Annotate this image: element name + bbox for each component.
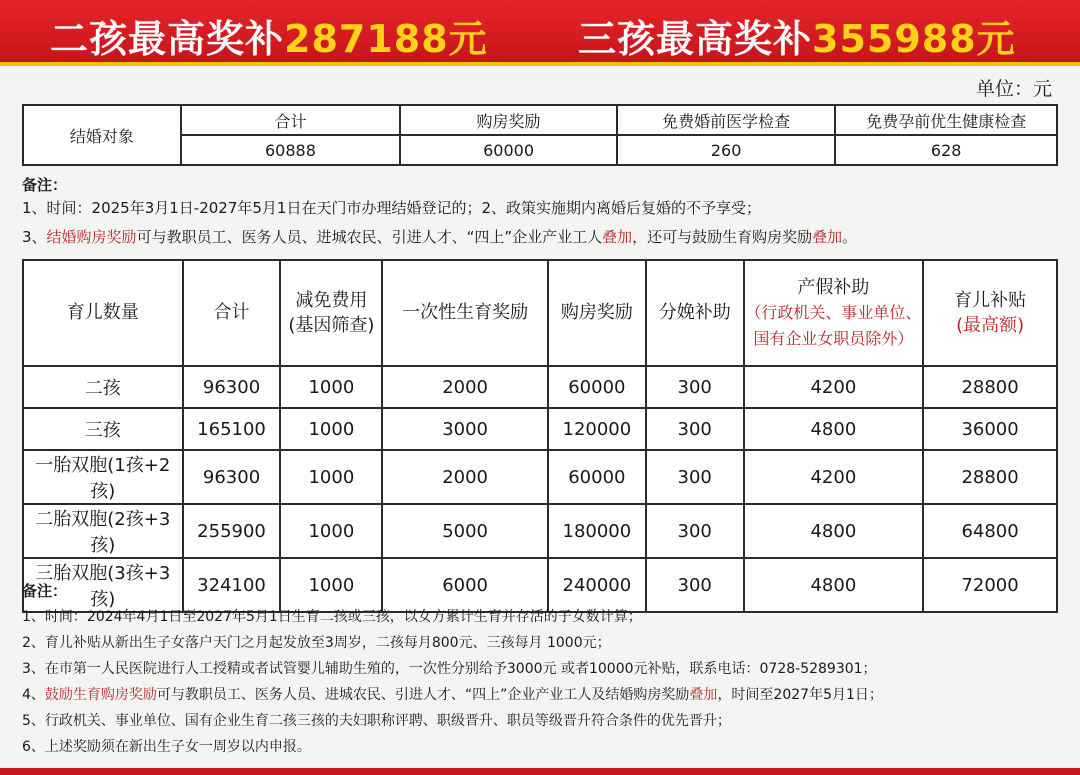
header-line: 减免费用 [295, 289, 368, 311]
value-cell: 1000 [280, 504, 382, 558]
marriage-value-cell: 60000 [400, 135, 617, 165]
value-cell: 96300 [183, 450, 281, 504]
childcare-header-cell [744, 260, 924, 366]
value-cell: 36000 [923, 408, 1057, 450]
value-cell: 96300 [183, 366, 281, 408]
childcare-header-cell: 购房奖励 [548, 260, 646, 366]
note-text: 3、 [22, 228, 47, 246]
childcare-header-cell [923, 260, 1057, 366]
value-cell: 2000 [382, 450, 548, 504]
value-cell: 300 [646, 504, 744, 558]
marriage-note-1: 1、时间：2025年3月1日-2027年5月1日在天门市办理结婚登记的；2、政策实施期内离婚后复婚的不予享受； [22, 199, 762, 217]
value-cell: 28800 [923, 366, 1057, 408]
table-row [23, 408, 1057, 450]
header-line: 产假补助 [797, 277, 870, 299]
row-label: 一胎双胞(1孩+2孩) [23, 450, 183, 504]
header-line: （行政机关、事业单位、 [745, 303, 922, 323]
second-child-max-amount: 287188元 [284, 17, 488, 61]
value-cell: 255900 [183, 504, 281, 558]
value-cell: 240000 [548, 558, 646, 612]
childcare-note-5: 5、行政机关、事业单位、国有企业生育二孩三孩的夫妇职称评聘、职级晋升、职员等级晋升符合条件的优先晋升； [22, 713, 731, 729]
marriage-note-3 [22, 226, 857, 247]
banner-divider [0, 62, 1080, 66]
value-cell: 64800 [923, 504, 1057, 558]
value-cell: 1000 [280, 366, 382, 408]
header-line: (最高额) [956, 315, 1025, 336]
value-cell: 180000 [548, 504, 646, 558]
marriage-value-cell: 60888 [181, 135, 401, 165]
childcare-subsidy-table [22, 259, 1058, 613]
childcare-header-cell: 一次性生育奖励 [382, 260, 548, 366]
unit-label: 单位：元 [975, 78, 1052, 100]
marriage-header-row [23, 105, 1057, 135]
footer-bar [0, 768, 1080, 775]
title-banner [0, 0, 1080, 62]
marriage-row-label: 结婚对象 [23, 105, 181, 165]
marriage-notes-title: 备注： [22, 176, 68, 194]
value-cell: 300 [646, 558, 744, 612]
value-cell: 3000 [382, 408, 548, 450]
value-cell: 1000 [280, 408, 382, 450]
header-line: 育儿补贴 [954, 289, 1027, 311]
childcare-note-2: 2、育儿补贴从新出生子女落户天门之月起发放至3周岁，二孩每月800元、三孩每月 1000元； [22, 635, 611, 651]
value-cell: 300 [646, 450, 744, 504]
value-cell: 4800 [744, 504, 924, 558]
table-row [23, 450, 1057, 504]
third-child-headline [578, 8, 1016, 63]
header-line: 国有企业女职员除外） [753, 328, 914, 348]
table-row [23, 504, 1057, 558]
value-cell: 1000 [280, 450, 382, 504]
note-text: 。 [842, 228, 858, 246]
marriage-header-cell: 免费孕前优生健康检查 [835, 105, 1057, 135]
childcare-notes-title: 备注： [22, 582, 68, 600]
header-line: (基因筛查) [288, 315, 375, 336]
childcare-note-3: 3、在市第一人民医院进行人工授精或者试管婴儿辅助生殖的，一次性分别给予3000元 或者10000元补贴，联系电话：0728-5289301； [22, 661, 877, 677]
marriage-subsidy-table [22, 104, 1058, 166]
value-cell: 165100 [183, 408, 281, 450]
value-cell: 5000 [382, 504, 548, 558]
marriage-header-cell: 购房奖励 [400, 105, 617, 135]
table-row [23, 558, 1057, 612]
childcare-header-row [23, 260, 1057, 366]
highlight-text: 叠加 [602, 228, 633, 246]
note-text: 4、 [22, 687, 45, 703]
value-cell: 28800 [923, 450, 1057, 504]
note-text: ，还可与鼓励生育购房奖励 [632, 228, 813, 246]
value-cell: 300 [646, 366, 744, 408]
value-cell: 1000 [280, 558, 382, 612]
note-text: 可与教职员工、医务人员、进城农民、引进人才、“四上”企业产业工人 [136, 228, 603, 246]
highlight-text: 叠加 [812, 228, 843, 246]
value-cell: 4800 [744, 558, 924, 612]
childcare-note-6: 6、上述奖励须在新出生子女一周岁以内申报。 [22, 739, 311, 755]
childcare-note-1: 1、时间：2024年4月1日至2027年5月1日生育二孩或三孩，以女方累计生育并存活的子女数计算； [22, 609, 642, 625]
second-child-headline-text: 二孩最高奖补 [50, 17, 285, 61]
third-child-max-amount: 355988元 [812, 17, 1016, 61]
table-row [23, 366, 1057, 408]
note-text: ，时间至2027年5月1日； [717, 687, 883, 703]
highlight-text: 叠加 [689, 687, 718, 703]
value-cell: 324100 [183, 558, 281, 612]
value-cell: 6000 [382, 558, 548, 612]
row-label: 二胎双胞(2孩+3孩) [23, 504, 183, 558]
value-cell: 4200 [744, 450, 924, 504]
row-label: 三孩 [23, 408, 183, 450]
value-cell: 300 [646, 408, 744, 450]
childcare-header-cell: 合计 [183, 260, 281, 366]
value-cell: 120000 [548, 408, 646, 450]
marriage-header-cell: 免费婚前医学检查 [617, 105, 836, 135]
highlight-text: 结婚购房奖励 [46, 228, 137, 246]
childcare-header-cell [280, 260, 382, 366]
childcare-header-cell: 分娩补助 [646, 260, 744, 366]
childcare-header-cell: 育儿数量 [23, 260, 183, 366]
value-cell: 72000 [923, 558, 1057, 612]
marriage-header-cell: 合计 [181, 105, 401, 135]
childcare-note-4 [22, 684, 883, 704]
highlight-text: 鼓励生育购房奖励 [44, 687, 157, 703]
third-child-headline-text: 三孩最高奖补 [578, 17, 813, 61]
value-cell: 60000 [548, 366, 646, 408]
second-child-headline [50, 8, 488, 63]
note-text: 可与教职员工、医务人员、进城农民、引进人才、“四上”企业产业工人及结婚购房奖励 [156, 687, 690, 703]
value-cell: 60000 [548, 450, 646, 504]
value-cell: 4200 [744, 366, 924, 408]
row-label: 三胎双胞(3孩+3孩) [23, 558, 183, 612]
row-label: 二孩 [23, 366, 183, 408]
value-cell: 2000 [382, 366, 548, 408]
marriage-value-cell: 628 [835, 135, 1057, 165]
marriage-value-cell: 260 [617, 135, 836, 165]
value-cell: 4800 [744, 408, 924, 450]
